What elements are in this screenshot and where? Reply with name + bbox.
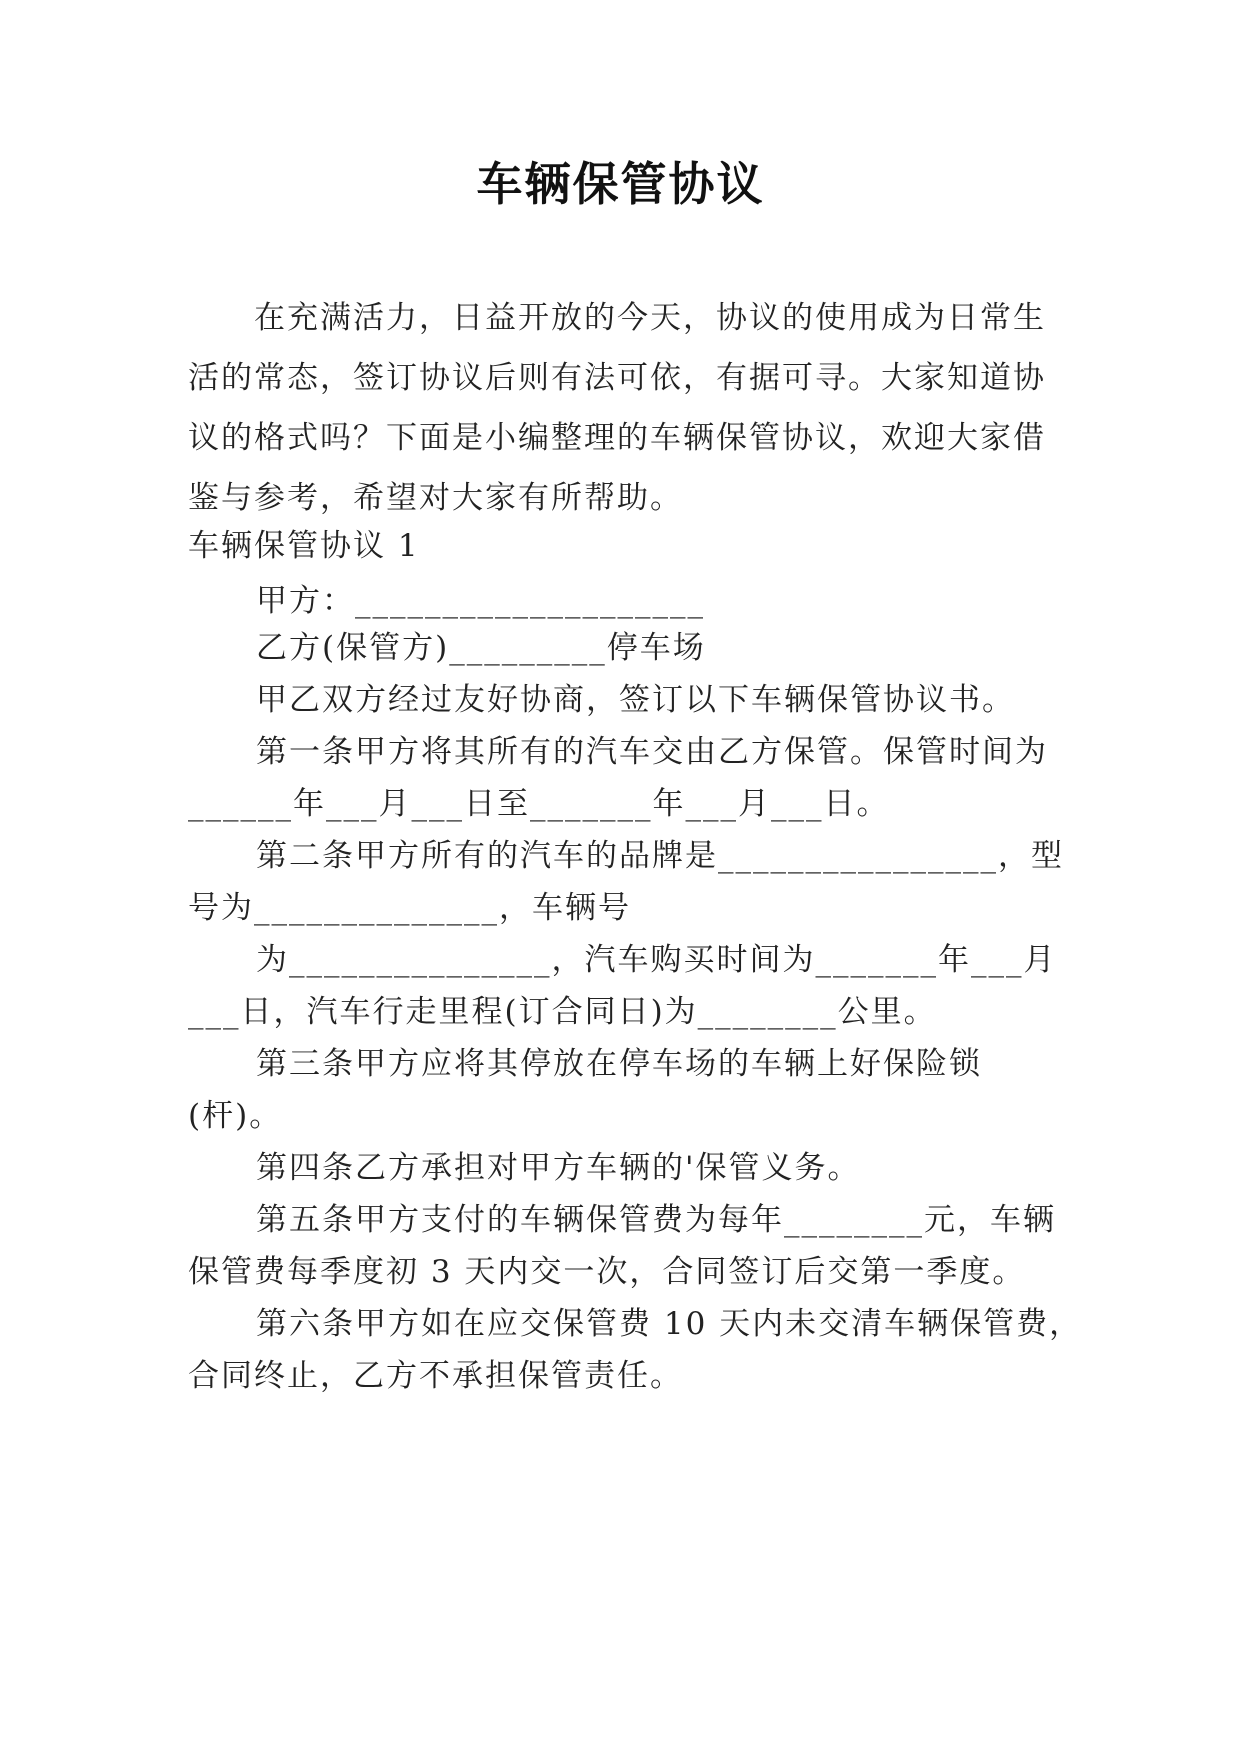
article-5-line-1: 第五条甲方支付的车辆保管费为每年________元，车辆 [256,1202,1056,1238]
agreement-line: 甲乙双方经过友好协商，签订以下车辆保管协议书。 [256,682,1015,718]
article-2-line-1: 第二条甲方所有的汽车的品牌是________________，型 [256,838,1064,874]
article-6-line-1: 第六条甲方如在应交保管费 10 天内未交清车辆保管费， [256,1306,1083,1342]
article-3-line-1: 第三条甲方应将其停放在停车场的车辆上好保险锁 [256,1046,982,1082]
article-1-line-1: 第一条甲方将其所有的汽车交由乙方保管。保管时间为 [256,734,1048,770]
article-6-line-2: 合同终止，乙方不承担保管责任。 [188,1358,683,1394]
article-4-line: 第四条乙方承担对甲方车辆的'保管义务。 [256,1150,861,1186]
page-title: 车辆保管协议 [476,157,765,211]
article-3-line-2: (杆)。 [188,1098,283,1134]
article-5-line-2: 保管费每季度初 3 天内交一次，合同签订后交第一季度。 [188,1254,1026,1290]
article-2-line-4: ___日，汽车行走里程(订合同日)为________公里。 [188,994,937,1030]
intro-paragraph: 在充满活力，日益开放的今天，协议的使用成为日常生活的常态，签订协议后则有法可依，有据可寻。大家知道协议的格式吗？下面是小编整理的车辆保管协议，欢迎大家借鉴与参考，希望对大家有所帮助。 [188,300,1046,516]
article-2-line-2: 号为______________，车辆号 [188,890,631,926]
party-a-line: 甲方：____________________ [256,583,705,619]
section-heading: 车辆保管协议 1 [188,528,420,564]
article-1-line-2: ______年___月___日至_______年___月___日。 [188,786,890,822]
article-2-line-3: 为_______________，汽车购买时间为_______年___月 [256,942,1057,978]
party-b-line: 乙方(保管方)_________停车场 [256,630,706,666]
